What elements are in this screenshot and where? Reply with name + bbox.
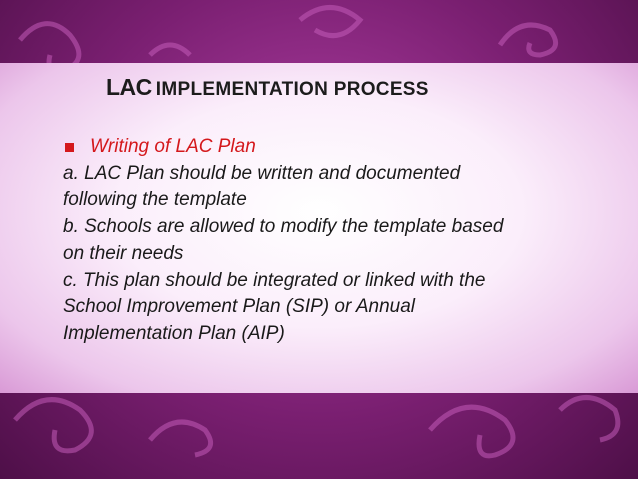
body-line: c. This plan should be integrated or linked with the <box>63 269 486 291</box>
body-line: following the template <box>63 189 247 211</box>
square-bullet-icon <box>65 143 74 152</box>
body-line: Implementation Plan (AIP) <box>63 322 285 344</box>
body-line: a. LAC Plan should be written and documented <box>63 162 461 184</box>
title-strong: LAC <box>106 74 152 100</box>
bullet-heading-row <box>63 134 618 161</box>
slide-body <box>63 134 618 348</box>
body-line: on their needs <box>63 242 184 264</box>
body-line: b. Schools are allowed to modify the template based <box>63 216 504 238</box>
bullet-heading: Writing of LAC Plan <box>90 136 256 157</box>
title-rest: IMPLEMENTATION PROCESS <box>155 79 429 100</box>
slide-title <box>106 74 429 101</box>
body-line: School Improvement Plan (SIP) or Annual <box>63 296 416 318</box>
